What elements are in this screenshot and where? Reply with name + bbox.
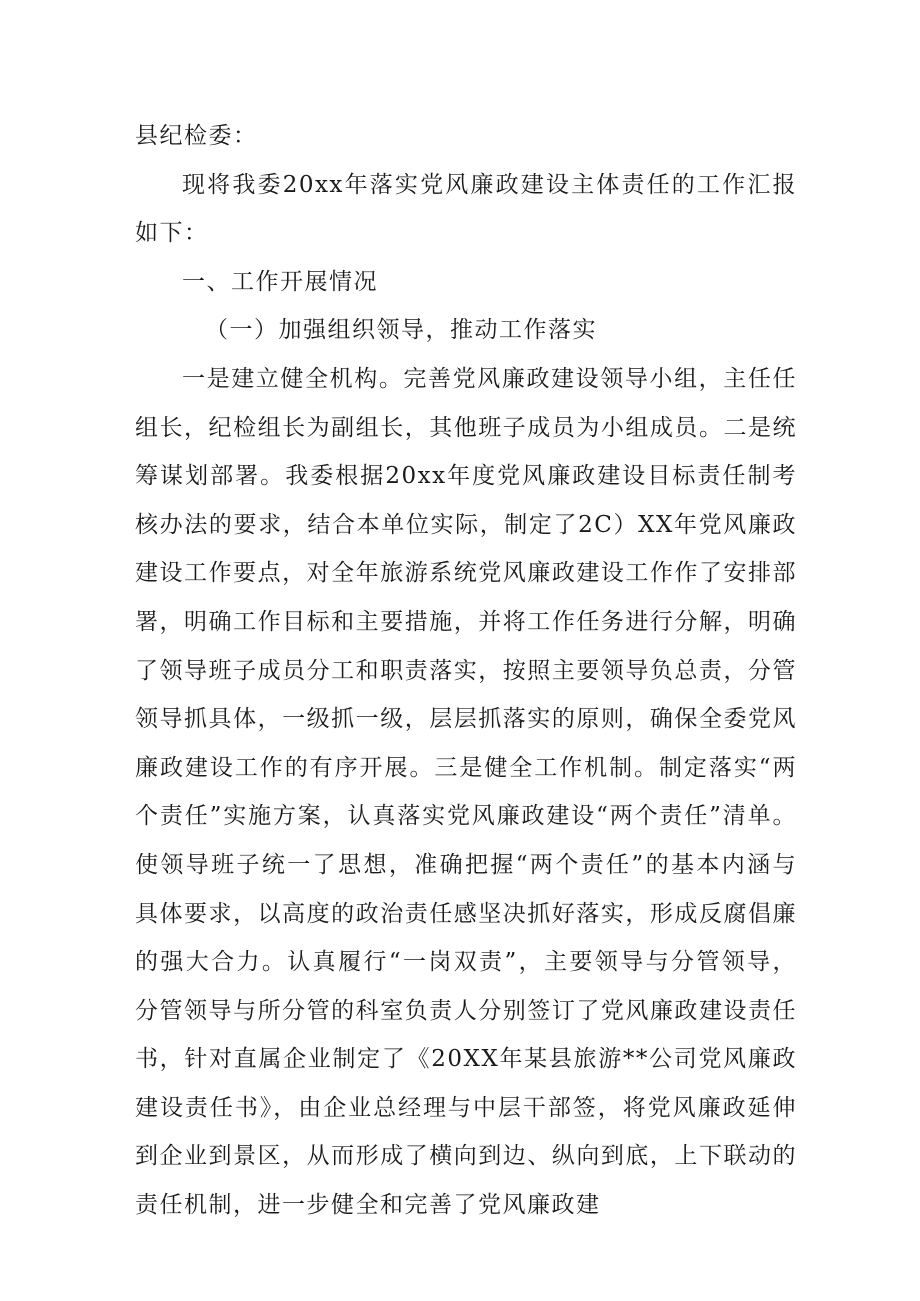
document-body [135, 112, 797, 1230]
section-heading: 一、工作开展情况 [182, 268, 378, 295]
salutation: 县纪检委： [135, 123, 258, 149]
body-paragraph: 一是建立健全机构。完善党风廉政建设领导小组，主任任组长，纪检组长为副组长，其他班子成员为小组成员。二是统筹谋划部署。我委根据20xx年度党风廉政建设目标责任制考核办法的要求，结合本单位实际，制定了2C）XX年党风廉政建设工作要点，对全年旅游系统党风廉政建设工作作了安排部署，明确工作目标和主要措施，并将工作任务进行分解，明确了领导班子成员分工和职责落实，按照主要领导负总责，分管领导抓具体，一级抓一级，层层抓落实的原则，确保全委党风廉政建设工作的有序开展。三是健全工作机制。制定落实“两个责任”实施方案，认真落实党风廉政建设“两个责任”清单。使领导班子统一了思想，准确把握“两个责任”的基本内涵与具体要求，以高度的政治责任感坚决抓好落实，形成反腐倡廉的强大合力。认真履行“一岗双责”，主要领导与分管领导，分管领导与所分管的科室负责人分别签订了党风廉政建设责任书，针对直属企业制定了《20XX年某县旅游**公司党风廉政建设责任书》，由企业总经理与中层干部签，将党风廉政延伸到企业到景区，从而形成了横向到边、纵向到底，上下联动的责任机制，进一步健全和完善了党风廉政建 [135, 365, 797, 1219]
subsection-heading: （一）加强组织领导，推动工作落实 [205, 317, 597, 344]
intro-paragraph: 现将我委20xx年落实党风廉政建设主体责任的工作汇报如下： [135, 171, 797, 247]
